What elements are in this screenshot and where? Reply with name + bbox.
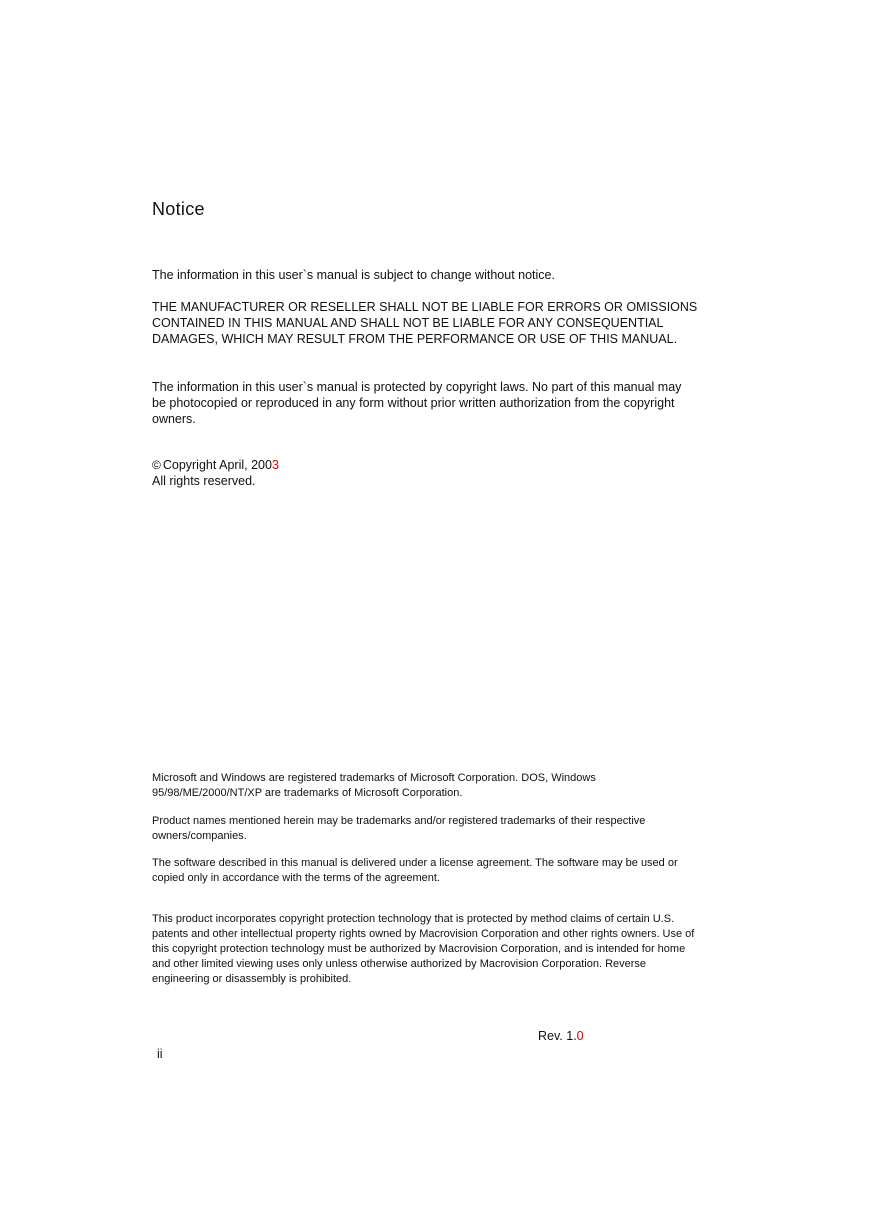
copyright-protection-paragraph: The information in this user`s manual is protected by copyright laws. No part of this manual may be photocopied or reproduced in any form without prior written authorization from the copyright owners. <box>152 380 682 426</box>
macrovision-paragraph: This product incorporates copyright protection technology that is protected by method claims of certain U.S. patents and other intellectual property rights owned by Macrovision Corporation and other rights owners. Use of this copyright protection technology must be authorized by Macrovision Corporation, and is intended for home and other limited viewing uses only unless otherwise authorized by Macrovision Corporation. Reverse engineering or disassembly is prohibited. <box>152 913 695 985</box>
page-number: ii <box>157 1047 163 1061</box>
liability-disclaimer-paragraph: THE MANUFACTURER OR RESELLER SHALL NOT BE LIABLE FOR ERRORS OR OMISSIONS CONTAINED IN THIS MANUAL AND SHALL NOT BE LIABLE FOR ANY CONSEQUENTIAL DAMAGES, WHICH MAY RESULT FROM THE PERFORMANCE OR USE OF THIS MANUAL. <box>152 300 698 346</box>
software-license-paragraph: The software described in this manual is delivered under a license agreement. The software may be used or copied only in accordance with the terms of the agreement. <box>152 857 678 884</box>
revision-digit: 0 <box>576 1029 584 1043</box>
copyright-year-digit: 3 <box>271 458 279 472</box>
copyright-block <box>152 457 552 489</box>
revision-prefix: Rev. 1. <box>538 1029 577 1043</box>
copyright-icon: © <box>152 458 161 472</box>
trademark-microsoft-paragraph: Microsoft and Windows are registered trademarks of Microsoft Corporation. DOS, Windows 95/98/ME/2000/NT/XP are trademarks of Microsoft Corporation. <box>152 772 596 799</box>
rights-reserved-text: All rights reserved. <box>152 474 256 488</box>
trademark-products-paragraph: Product names mentioned herein may be trademarks and/or registered trademarks of their respective owners/companies. <box>152 815 646 842</box>
copyright-text: Copyright April, 200 <box>162 458 272 472</box>
revision-label <box>538 1029 584 1043</box>
notice-change-paragraph: The information in this user`s manual is subject to change without notice. <box>152 268 555 282</box>
page-title: Notice <box>152 199 205 219</box>
copyright-line <box>152 457 552 473</box>
